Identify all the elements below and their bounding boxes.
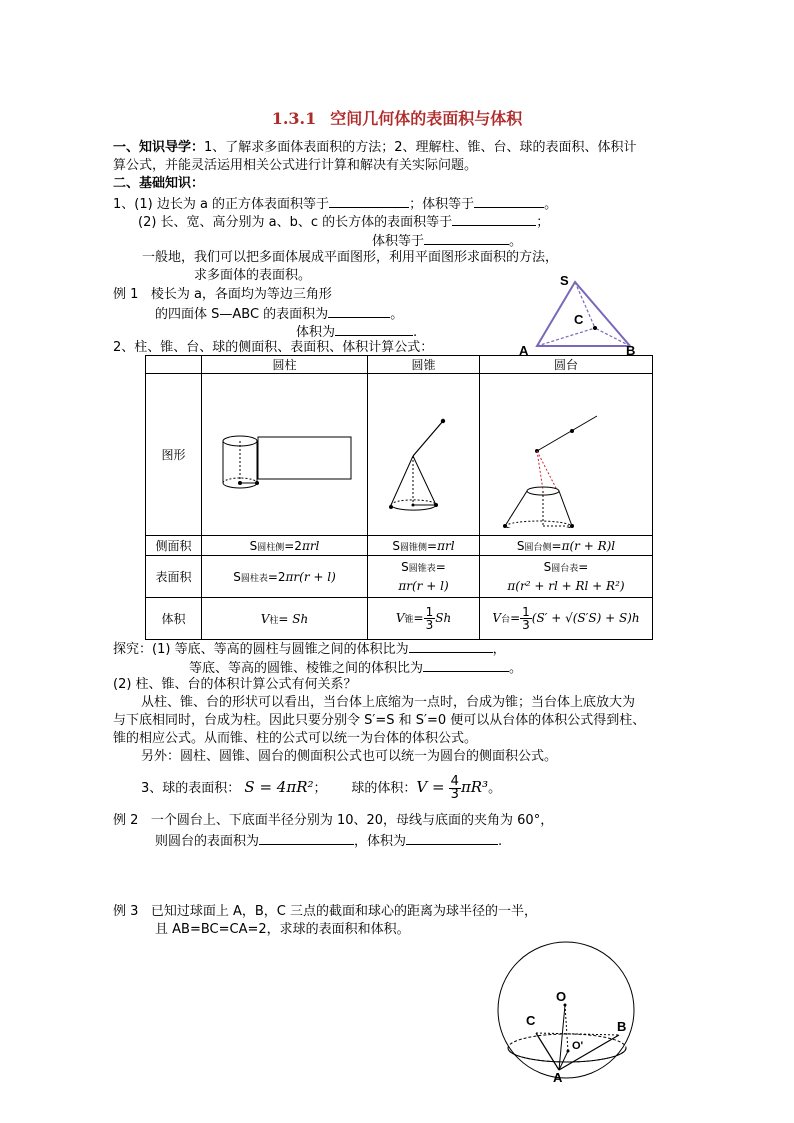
example1-line3: 体积为 . (296, 325, 418, 340)
general-line1: 一般地，我们可以把多面体展成平面图形，利用平面图形求面积的方法， (142, 250, 559, 265)
title-number: 1.3.1 (271, 109, 317, 128)
header-cylinder: 圆柱 (202, 356, 368, 374)
tetrahedron-figure (510, 270, 650, 358)
fraction: $\frac{1}{3}$ (522, 605, 530, 632)
label-o: O (556, 989, 567, 1004)
label-o1: O' (572, 1040, 584, 1052)
header-cone: 圆锥 (368, 356, 480, 374)
example1-label: 例 1 (113, 287, 139, 302)
volume-frustum: V台= $\frac{1}{3}$ (S′ + √(S′S) + S)h (480, 598, 653, 640)
answer-blank (259, 832, 354, 845)
label-a: A (553, 1070, 563, 1085)
q1-line-a: 1、(1) 边长为 a 的正方体表面积等于 ；体积等于 。 (113, 197, 558, 212)
answer-blank (329, 195, 409, 208)
general-line2: 求多面体的表面积。 (194, 268, 312, 283)
example1-line2: 的四面体 S—ABC 的表面积为 。 (155, 307, 404, 322)
answer-blank (474, 195, 544, 208)
answer-blank (335, 323, 413, 336)
example3-label: 例 3 (113, 904, 139, 919)
header-frustum: 圆台 (480, 356, 653, 374)
surface-frustum: S圆台表= π(r² + rl + Rl + R²) (480, 556, 653, 598)
label-a: A (519, 343, 529, 358)
fraction: $\frac{1}{3}$ (425, 605, 434, 632)
label-c: C (526, 1013, 536, 1028)
row-label-volume: 体积 (146, 598, 202, 640)
relation-question: (2) 柱、锥、台的体积计算公式有何关系？ (113, 677, 357, 692)
example1-line1: 例 1 棱长为 a，各面均为等边三角形 (113, 287, 332, 302)
lateral-frustum: S圆台侧=π(r + R)l (480, 536, 653, 556)
table-corner (146, 356, 202, 374)
sphere-surface-formula: S = 4πR² (244, 778, 314, 796)
sphere-fraction: $\frac{4}{3}$ (450, 774, 459, 802)
surface-cylinder: S圆柱表=2πr(r + l) (202, 556, 368, 598)
q1-line-c: 体积等于 。 (372, 234, 523, 249)
intro-label: 一、知识导学： (113, 140, 205, 155)
q1-line-b: (2) 长、宽、高分别为 a、b、c 的长方体的表面积等于 ； (138, 215, 550, 230)
answer-blank (328, 305, 390, 318)
label-b: B (626, 343, 636, 358)
relation-p4: 另外：圆柱、圆锥、圆台的侧面积公式也可以统一为圆台的侧面积公式。 (141, 749, 558, 764)
label-b: B (617, 1019, 627, 1034)
cone-figure (370, 378, 478, 528)
answer-blank (424, 232, 509, 245)
intro-line1: 一、知识导学：1、了解求多面体表面积的方法；2、理解柱、锥、台、球的表面积、体积计 (113, 140, 637, 155)
example2-label: 例 2 (113, 813, 139, 828)
relation-p1: 从柱、锥、台的形状可以看出，当台体上底缩为一点时，台成为锥；当台体上底放大为 (141, 695, 636, 710)
sphere-figure (495, 935, 645, 1085)
example3-line1: 例 3 已知过球面上 A，B，C 三点的截面和球心的距离为球半径的一半， (113, 904, 537, 919)
page-title (0, 106, 794, 129)
basics-heading: 二、基础知识： (113, 176, 205, 191)
lateral-cylinder: S圆柱侧=2πrl (202, 536, 368, 556)
row-label-figure: 图形 (146, 374, 202, 536)
row-label-surface: 表面积 (146, 556, 202, 598)
frustum-figure (481, 378, 651, 528)
figure-cylinder (202, 374, 368, 536)
sphere-formulas: 3、球的表面积： S = 4πR²； 球的体积：V = $\frac{4}{3}$ πR³。 (141, 774, 502, 802)
intro-line2: 算公式，并能灵活运用相关公式进行计算和解决有关实际问题。 (113, 158, 478, 173)
figure-cone (368, 374, 480, 536)
label-s: S (560, 273, 569, 288)
relation-p3: 锥的相应公式。从而锥、柱的公式可以统一为台体的体积公式。 (113, 731, 478, 746)
cylinder-figure (205, 378, 365, 528)
title-text: 空间几何体的表面积与体积 (330, 109, 523, 128)
q2-heading: 2、柱、锥、台、球的侧面积、表面积、体积计算公式： (113, 340, 434, 355)
example3-line2: 且 AB=BC=CA=2，求球的表面积和体积。 (155, 922, 410, 937)
label-c: C (574, 312, 584, 327)
lateral-cone: S圆锥侧=πrl (368, 536, 480, 556)
relation-p2: 与下底相同时，台成为柱。因此只要分别令 S′=S 和 S′=0 便可以从台体的体积公式得到柱、 (113, 713, 646, 728)
figure-frustum (480, 374, 653, 536)
answer-blank (423, 659, 509, 672)
answer-blank (406, 832, 498, 845)
explore-label: 探究： (113, 642, 153, 657)
explore-line1: 探究：(1) 等底、等高的圆柱与圆锥之间的体积比为 ， (113, 642, 506, 657)
row-label-lateral: 侧面积 (146, 536, 202, 556)
volume-cone: V锥= $\frac{1}{3}$ Sh (368, 598, 480, 640)
example2-line2: 则圆台的表面积为 ，体积为 . (155, 834, 503, 849)
volume-cylinder: V柱= Sh (202, 598, 368, 640)
formula-table (145, 355, 653, 640)
explore-line2: 等底、等高的圆锥、棱锥之间的体积比为 。 (189, 661, 523, 676)
example2-line1: 例 2 一个圆台上、下底面半径分别为 10、20，母线与底面的夹角为 60°， (113, 813, 554, 828)
answer-blank (409, 640, 493, 653)
answer-blank (452, 213, 536, 226)
surface-cone: S圆锥表= πr(r + l) (368, 556, 480, 598)
